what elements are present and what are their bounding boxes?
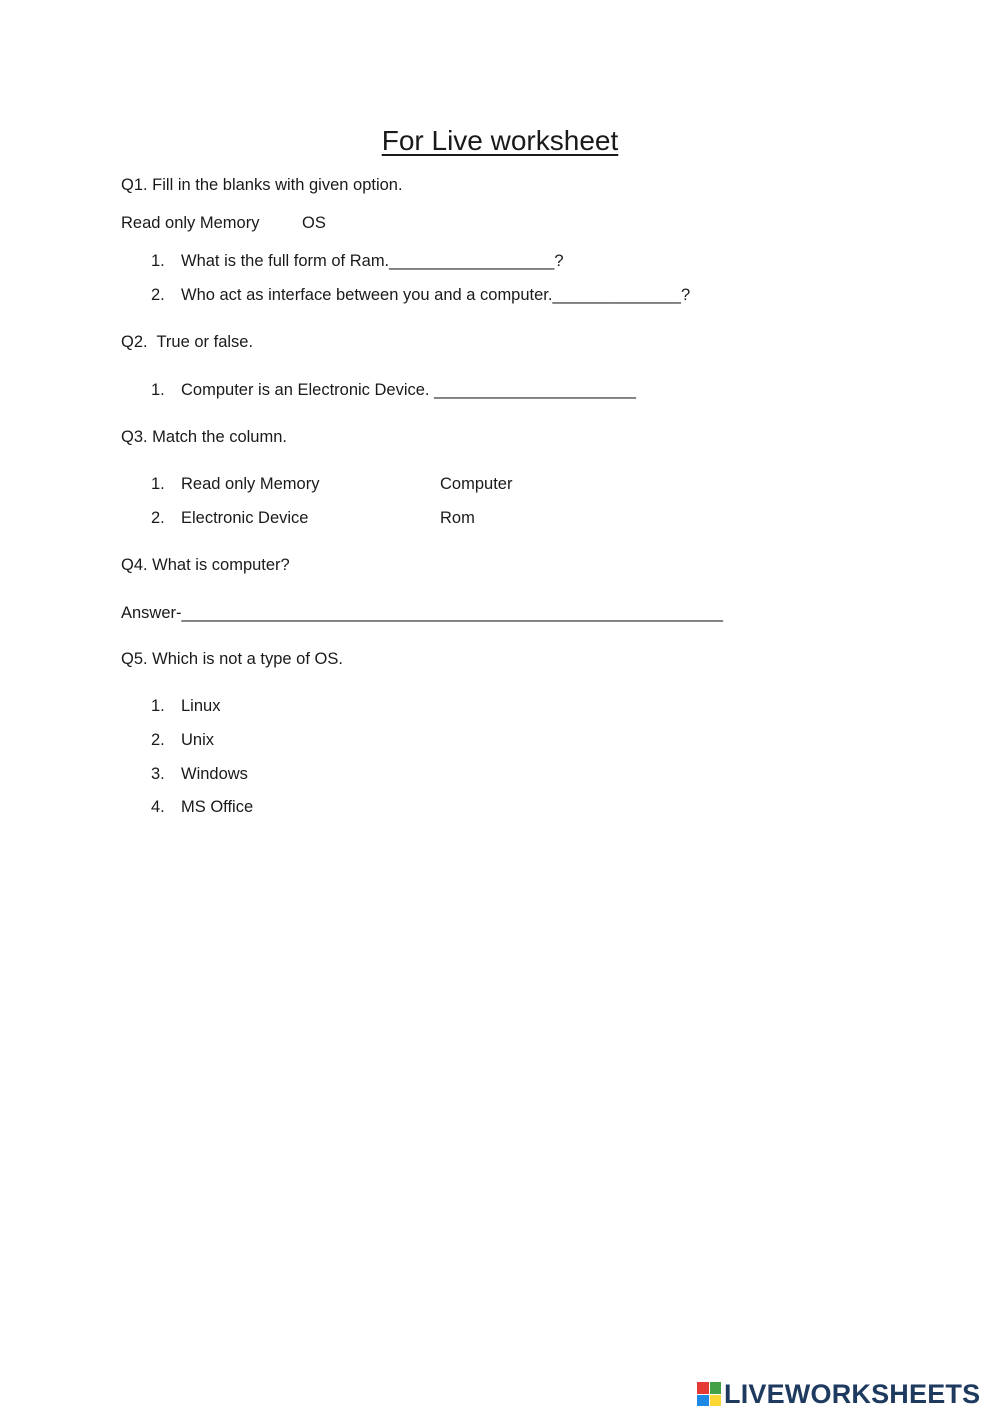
- q2-item-1-text: Computer is an Electronic Device. ______________________: [181, 381, 636, 399]
- q5-item-4-number: 4.: [151, 798, 165, 816]
- q5-item-2-number: 2.: [151, 731, 165, 749]
- q1-heading: Q1. Fill in the blanks with given option.: [121, 176, 403, 194]
- q3-item-1-left: Read only Memory: [181, 475, 320, 493]
- q5-item-3-number: 3.: [151, 765, 165, 783]
- q5-item-3-text: Windows: [181, 765, 248, 783]
- q5-item-1-text: Linux: [181, 697, 221, 715]
- q5-item-2-text: Unix: [181, 731, 215, 749]
- logo-square-red: [697, 1382, 709, 1394]
- q3-item-2-right: Rom: [440, 509, 475, 527]
- q5-item-1-number: 1.: [151, 697, 165, 715]
- q4-answer-line: Answer-___________________________________________________________: [121, 604, 723, 622]
- q1-item-1-number: 1.: [151, 252, 165, 270]
- q3-item-1-right: Computer: [440, 475, 513, 493]
- q3-item-2-number: 2.: [151, 509, 165, 527]
- q1-option-2: OS: [302, 214, 326, 232]
- q3-item-1-number: 1.: [151, 475, 165, 493]
- q5-heading: Q5. Which is not a type of OS.: [121, 650, 343, 668]
- q1-item-1-text: What is the full form of Ram.__________________?: [181, 252, 564, 270]
- liveworksheets-logo-text: LIVEWORKSHEETS: [724, 1379, 981, 1409]
- q4-heading: Q4. What is computer?: [121, 556, 290, 574]
- page-title: For Live worksheet: [381, 125, 619, 156]
- liveworksheets-logo-icon: [697, 1382, 721, 1406]
- q1-item-2-number: 2.: [151, 286, 165, 304]
- q2-item-1-number: 1.: [151, 381, 165, 399]
- logo-square-yellow: [710, 1395, 722, 1407]
- q3-item-2-left: Electronic Device: [181, 509, 309, 527]
- logo-square-green: [710, 1382, 722, 1394]
- q1-item-2-text: Who act as interface between you and a computer.______________?: [181, 286, 691, 304]
- q2-heading: Q2. True or false.: [121, 333, 254, 351]
- liveworksheets-logo: [697, 1378, 980, 1410]
- q3-heading: Q3. Match the column.: [121, 428, 287, 446]
- q5-item-4-text: MS Office: [181, 798, 254, 816]
- logo-square-blue: [697, 1395, 709, 1407]
- q1-option-1: Read only Memory: [121, 214, 260, 232]
